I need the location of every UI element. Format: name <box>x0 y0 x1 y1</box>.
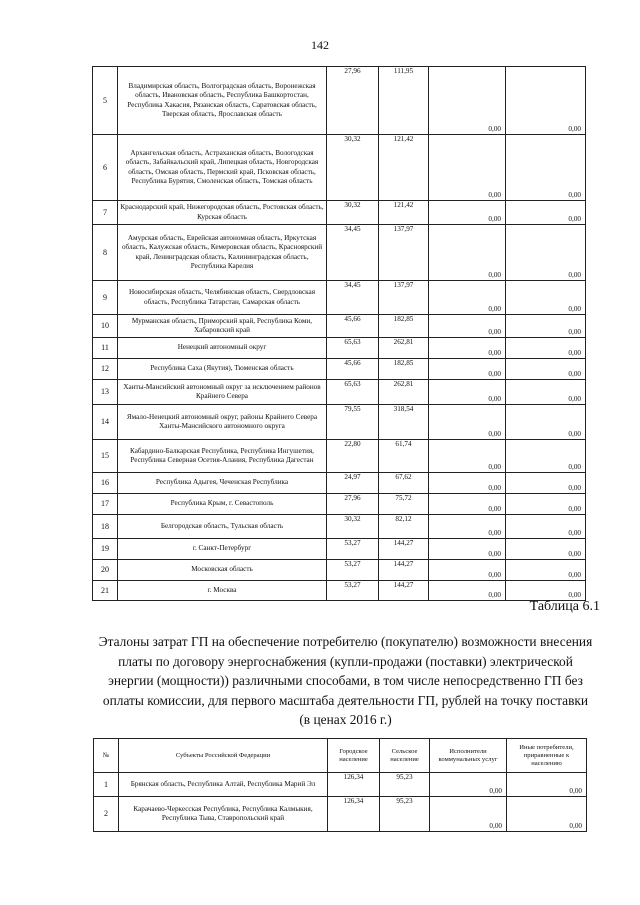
other-value: 0,00 <box>506 281 586 315</box>
table-row <box>93 380 586 405</box>
other-value: 0,00 <box>506 581 586 601</box>
row-number: 5 <box>93 67 118 135</box>
row-number: 13 <box>93 380 118 405</box>
table-row <box>93 338 586 359</box>
other-value: 0,00 <box>506 380 586 405</box>
utilities-value: 0,00 <box>430 773 507 797</box>
region-cell: Республика Адыгея, Чеченская Республика <box>118 473 327 494</box>
urban-value: 126,34 <box>328 797 380 832</box>
other-value: 0,00 <box>506 225 586 281</box>
region-cell: Республика Саха (Якутия), Тюменская область <box>118 359 327 380</box>
row-number: 8 <box>93 225 118 281</box>
row-number: 18 <box>93 515 118 539</box>
rural-value: 95,23 <box>380 773 430 797</box>
urban-value: 30,32 <box>327 135 379 201</box>
row-number: 21 <box>93 581 118 601</box>
table-row <box>93 67 586 135</box>
region-cell: Республика Крым, г. Севастополь <box>118 494 327 515</box>
region-cell: Брянская область, Республика Алтай, Республика Марий Эл <box>119 773 328 797</box>
utilities-value: 0,00 <box>429 405 506 440</box>
urban-value: 27,96 <box>327 494 379 515</box>
row-number: 6 <box>93 135 118 201</box>
utilities-value: 0,00 <box>429 359 506 380</box>
table-row <box>94 797 587 832</box>
utilities-value: 0,00 <box>429 315 506 338</box>
other-value: 0,00 <box>506 201 586 225</box>
table-row <box>93 473 586 494</box>
rural-value: 137,97 <box>379 225 429 281</box>
rural-value: 67,62 <box>379 473 429 494</box>
row-number: 11 <box>93 338 118 359</box>
utilities-value: 0,00 <box>429 515 506 539</box>
urban-value: 65,63 <box>327 338 379 359</box>
urban-value: 53,27 <box>327 581 379 601</box>
table-row <box>93 225 586 281</box>
rural-value: 262,81 <box>379 338 429 359</box>
utilities-value: 0,00 <box>429 338 506 359</box>
region-cell: Амурская область, Еврейская автономная область, Иркутская область, Калужская область, Кемеровская область, Красноярский край, Ленинградская область, Калининградская область, Республика Карелия <box>118 225 327 281</box>
header-utilities: Исполнители коммунальных услуг <box>430 739 507 773</box>
urban-value: 53,27 <box>327 539 379 560</box>
row-number: 12 <box>93 359 118 380</box>
other-value: 0,00 <box>506 494 586 515</box>
urban-value: 24,97 <box>327 473 379 494</box>
other-value: 0,00 <box>506 135 586 201</box>
table-row <box>93 359 586 380</box>
header-other: Иные потребители, приравненные к населению <box>507 739 587 773</box>
tariff-table-continued <box>92 66 586 601</box>
table-row <box>93 440 586 473</box>
utilities-value: 0,00 <box>429 225 506 281</box>
urban-value: 126,34 <box>328 773 380 797</box>
table-row <box>93 405 586 440</box>
table-row <box>93 281 586 315</box>
row-number: 19 <box>93 539 118 560</box>
utilities-value: 0,00 <box>429 281 506 315</box>
rural-value: 75,72 <box>379 494 429 515</box>
table-row <box>93 539 586 560</box>
rural-value: 137,97 <box>379 281 429 315</box>
table-row <box>93 315 586 338</box>
table-row <box>93 494 586 515</box>
rural-value: 144,27 <box>379 539 429 560</box>
utilities-value: 0,00 <box>429 539 506 560</box>
urban-value: 34,45 <box>327 281 379 315</box>
region-cell: Владимирская область, Волгоградская область, Воронежская область, Ивановская область, Республика Башкортостан, Республика Хакасия, Рязанская область, Саратовская область, Тверская область, Ярославская область <box>118 67 327 135</box>
urban-value: 22,80 <box>327 440 379 473</box>
region-cell: Белгородская область, Тульская область <box>118 515 327 539</box>
other-value: 0,00 <box>507 797 587 832</box>
region-cell: Кабардино-Балкарская Республика, Республика Ингушетия, Республика Северная Осетия-Алания, Республика Дагестан <box>118 440 327 473</box>
table-header-row <box>94 739 587 773</box>
region-cell: Архангельская область, Астраханская область, Вологодская область, Забайкальский край, Липецкая область, Новгородская область, Омская область, Пермский край, Псковская область, Республика Бурятия, Смоленская область, Томская область <box>118 135 327 201</box>
other-value: 0,00 <box>506 473 586 494</box>
urban-value: 65,63 <box>327 380 379 405</box>
region-cell: Ненецкий автономный округ <box>118 338 327 359</box>
utilities-value: 0,00 <box>429 440 506 473</box>
other-value: 0,00 <box>506 315 586 338</box>
other-value: 0,00 <box>506 359 586 380</box>
utilities-value: 0,00 <box>430 797 507 832</box>
region-cell: Новосибирская область, Челябинская область, Свердловская область, Республика Татарстан, Самарская область <box>118 281 327 315</box>
table-row <box>93 201 586 225</box>
row-number: 9 <box>93 281 118 315</box>
utilities-value: 0,00 <box>429 581 506 601</box>
rural-value: 144,27 <box>379 581 429 601</box>
header-region: Субъекты Российской Федерации <box>119 739 328 773</box>
urban-value: 27,96 <box>327 67 379 135</box>
table-caption: Таблица 6.1 <box>529 599 600 614</box>
rural-value: 61,74 <box>379 440 429 473</box>
table-row <box>93 560 586 581</box>
table-title: Эталоны затрат ГП на обеспечение потребителю (покупателю) возможности внесения платы по договору энергоснабжения (купли-продажи (поставки) электрической энергии (мощности)) различными способами, в том числе непосредственно ГП без оплаты комиссии, для первого масштаба деятельности ГП, рублей на точку поставки (в ценах 2016 г.) <box>98 634 593 727</box>
header-urban: Городское население <box>328 739 380 773</box>
header-no: № <box>94 739 119 773</box>
region-cell: г. Санкт-Петербург <box>118 539 327 560</box>
other-value: 0,00 <box>507 773 587 797</box>
row-number: 2 <box>94 797 119 832</box>
urban-value: 79,55 <box>327 405 379 440</box>
region-cell: г. Москва <box>118 581 327 601</box>
region-cell: Мурманская область, Приморский край, Республика Коми, Хабаровский край <box>118 315 327 338</box>
row-number: 10 <box>93 315 118 338</box>
urban-value: 53,27 <box>327 560 379 581</box>
other-value: 0,00 <box>506 67 586 135</box>
rural-value: 82,12 <box>379 515 429 539</box>
table-row <box>93 135 586 201</box>
utilities-value: 0,00 <box>429 473 506 494</box>
other-value: 0,00 <box>506 405 586 440</box>
utilities-value: 0,00 <box>429 380 506 405</box>
table-row <box>93 515 586 539</box>
table-row <box>94 773 587 797</box>
region-cell: Ямало-Ненецкий автономный округ, районы Крайнего Севера Ханты-Мансийского автономного округа <box>118 405 327 440</box>
rural-value: 182,85 <box>379 315 429 338</box>
row-number: 7 <box>93 201 118 225</box>
rural-value: 95,23 <box>380 797 430 832</box>
rural-value: 318,54 <box>379 405 429 440</box>
other-value: 0,00 <box>506 560 586 581</box>
region-cell: Ханты-Мансийский автономный округ за исключением районов Крайнего Севера <box>118 380 327 405</box>
rural-value: 121,42 <box>379 201 429 225</box>
urban-value: 45,66 <box>327 359 379 380</box>
tariff-table-6-1 <box>93 738 587 832</box>
page-number: 142 <box>311 38 329 52</box>
urban-value: 45,66 <box>327 315 379 338</box>
row-number: 15 <box>93 440 118 473</box>
other-value: 0,00 <box>506 440 586 473</box>
other-value: 0,00 <box>506 539 586 560</box>
urban-value: 30,32 <box>327 201 379 225</box>
row-number: 17 <box>93 494 118 515</box>
urban-value: 30,32 <box>327 515 379 539</box>
rural-value: 182,85 <box>379 359 429 380</box>
urban-value: 34,45 <box>327 225 379 281</box>
utilities-value: 0,00 <box>429 67 506 135</box>
table-row <box>93 581 586 601</box>
row-number: 1 <box>94 773 119 797</box>
utilities-value: 0,00 <box>429 560 506 581</box>
region-cell: Московская область <box>118 560 327 581</box>
other-value: 0,00 <box>506 338 586 359</box>
utilities-value: 0,00 <box>429 201 506 225</box>
rural-value: 121,42 <box>379 135 429 201</box>
rural-value: 262,81 <box>379 380 429 405</box>
region-cell: Краснодарский край, Нижегородская область, Ростовская область, Курская область <box>118 201 327 225</box>
row-number: 20 <box>93 560 118 581</box>
utilities-value: 0,00 <box>429 135 506 201</box>
row-number: 16 <box>93 473 118 494</box>
rural-value: 111,95 <box>379 67 429 135</box>
other-value: 0,00 <box>506 515 586 539</box>
utilities-value: 0,00 <box>429 494 506 515</box>
rural-value: 144,27 <box>379 560 429 581</box>
row-number: 14 <box>93 405 118 440</box>
header-rural: Сельское население <box>380 739 430 773</box>
region-cell: Карачаево-Черкесская Республика, Республика Калмыкия, Республика Тыва, Ставропольский край <box>119 797 328 832</box>
